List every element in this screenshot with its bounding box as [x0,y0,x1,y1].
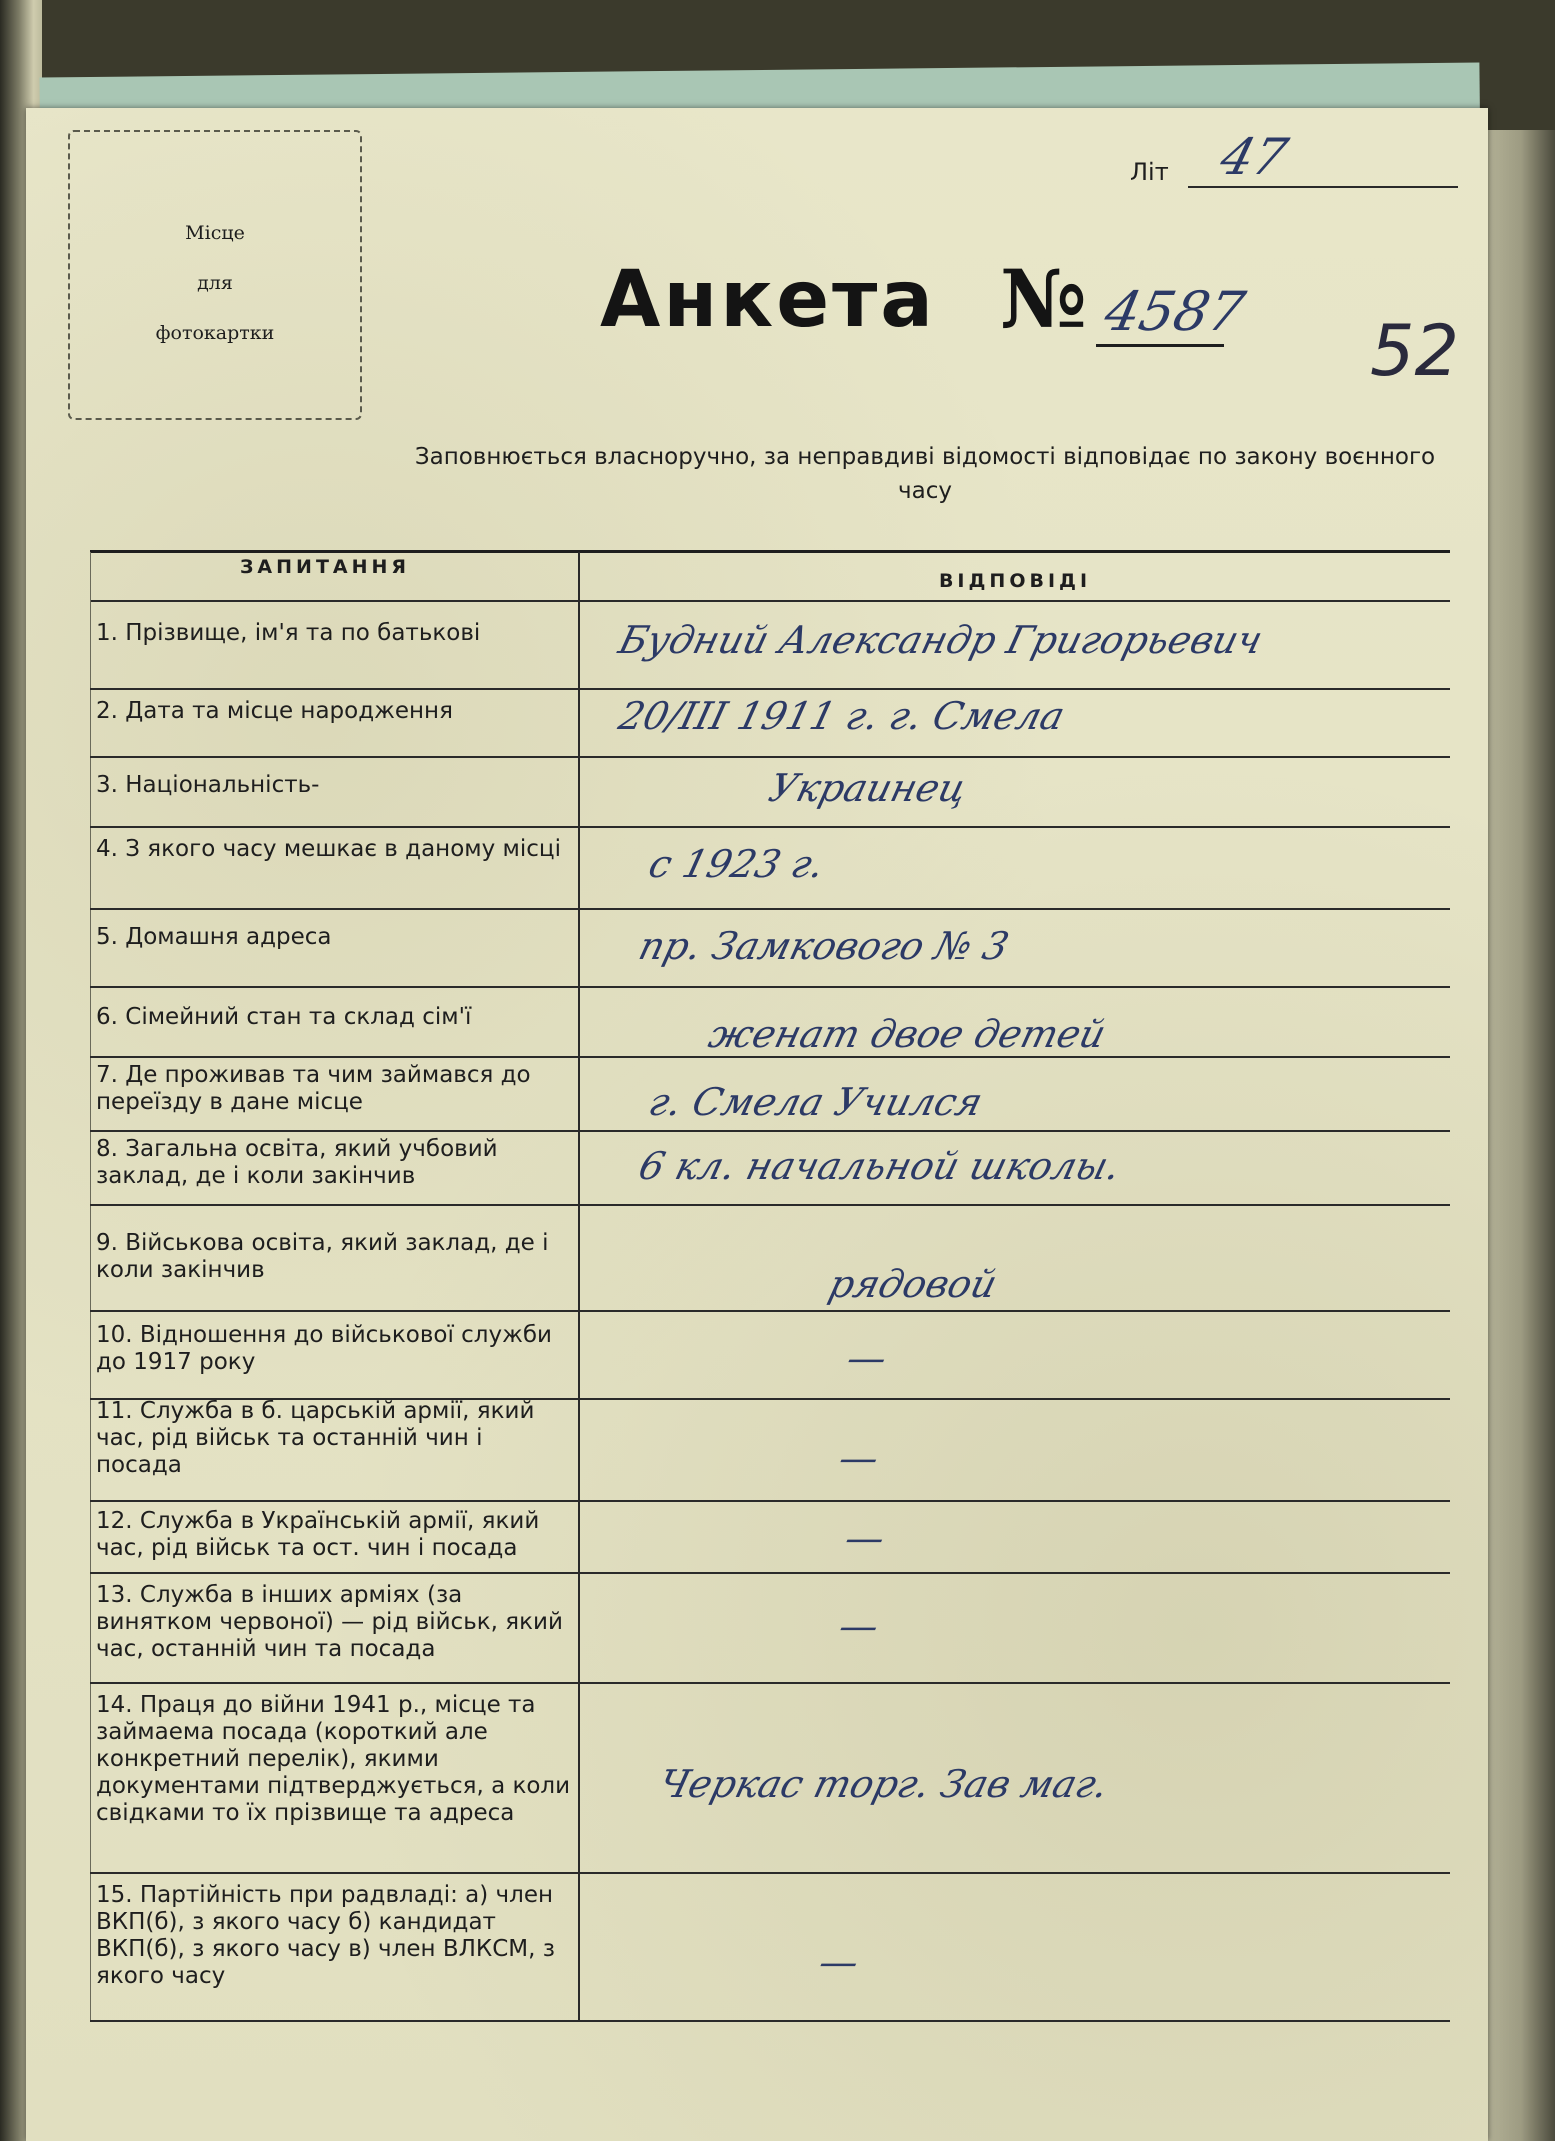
row-rule [90,1572,1450,1574]
row-rule [90,1682,1450,1684]
answer-4: с 1923 г. [644,842,829,886]
question-10: 10. Відношення до військової служби до 1917 року [96,1322,552,1375]
answer-13: — [834,1604,884,1648]
table-left-border [90,552,91,2022]
row-rule [90,1872,1450,1874]
margin-number-handwritten: 52 [1370,310,1460,392]
photo-box-line-3: фотокартки [155,322,275,344]
row-rule [90,1204,1450,1206]
question-8: 8. Загальна освіта, який учбовий заклад, де і коли закінчив [96,1136,498,1189]
row-rule [90,1130,1450,1132]
answer-3: Украинец [764,766,972,810]
row-rule [90,1056,1450,1058]
answer-6: женат двое детей [704,1012,1111,1056]
lit-value-handwritten: 47 [1214,128,1294,186]
answer-1: Будний Александр Григорьевич [614,618,1267,662]
number-underline [1096,344,1224,347]
photo-placeholder-box [68,130,362,420]
lit-underline [1188,186,1458,188]
question-3: 3. Національність- [96,772,320,798]
row-rule [90,1500,1450,1502]
question-1: 1. Прізвище, ім'я та по батькові [96,620,481,646]
question-7: 7. Де проживав та чим займався до переїзду в дане місце [96,1062,531,1115]
form-number-handwritten: 4587 [1099,280,1251,343]
header-bottom-rule [90,600,1450,602]
question-11: 11. Служба в б. царській армії, який час, рід військ та останній чин і посада [96,1398,535,1478]
answer-7: г. Смела Учился [644,1080,988,1124]
question-15: 15. Партійність при радвладі: а) член ВКП(б), з якого часу б) кандидат ВКП(б), з якого часу в) член ВЛКСМ, з якого часу [96,1882,556,1989]
row-rule [90,756,1450,758]
answer-10: — [842,1336,892,1380]
question-14: 14. Праця до війни 1941 р., місце та займаема посада (короткий але конкретний перелік), якими документами підтверджується, а коли свідками то їх прізвище та адреса [96,1692,571,1826]
answer-5: пр. Замкового № 3 [634,924,1014,968]
answer-9: рядовой [824,1262,1002,1306]
header-answers: ВІДПОВІДІ [938,570,1092,592]
table-bottom-rule [90,2020,1450,2022]
photo-box-line-1: Місце [185,222,245,244]
question-2: 2. Дата та місце народження [96,698,453,724]
page-title: Анкета [600,255,936,345]
header-questions: ЗАПИТАННЯ [239,556,411,578]
form-subtitle: Заповнюється власноручно, за неправдиві відомості відповідає по закону воєнного часу [414,444,1436,504]
answer-11: — [834,1436,884,1480]
lit-label: Літ [1130,158,1169,186]
question-12: 12. Служба в Українській армії, який час, рід військ та ост. чин і посада [96,1508,540,1561]
row-rule [90,688,1450,690]
answer-2: 20/III 1911 г. г. Смела [614,694,1070,738]
row-rule [90,1310,1450,1312]
row-rule [90,908,1450,910]
number-sign: № [1000,252,1087,346]
question-13: 13. Служба в інших арміях (за винятком червоної) — рід військ, який час, останній чин та посада [96,1582,563,1662]
answer-8: 6 кл. начальной школы. [634,1144,1125,1188]
answer-15: — [814,1940,864,1984]
row-rule [90,826,1450,828]
photo-box-line-2: для [197,272,233,294]
answer-12: — [840,1516,890,1560]
header-top-rule [90,550,1450,553]
row-rule [90,986,1450,988]
question-4: 4. З якого часу мешкає в даному місці [96,836,561,862]
answer-14: Черкас торг. Зав маг. [654,1762,1113,1806]
table-column-divider [578,552,580,2022]
question-6: 6. Сімейний стан та склад сім'ї [96,1004,472,1030]
question-9: 9. Військова освіта, який заклад, де і коли закінчив [96,1230,549,1283]
question-5: 5. Домашня адреса [96,924,332,950]
